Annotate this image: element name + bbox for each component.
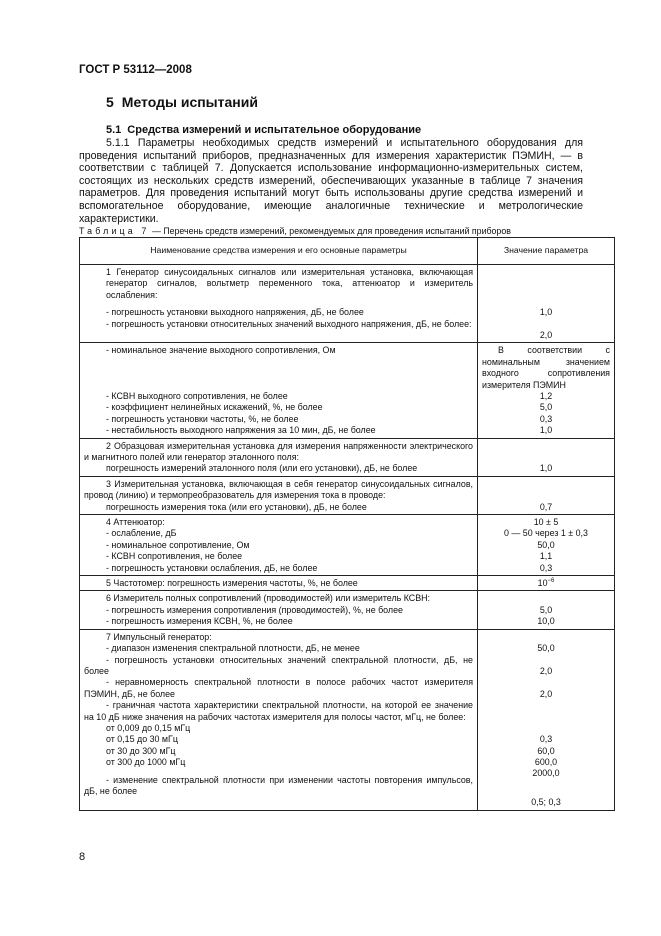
- param-line: - КСВН выходного сопротивления, не более: [106, 390, 288, 401]
- param-cell: [80, 265, 478, 343]
- param-line: погрешность измерения тока (или его установки), дБ, не более: [106, 501, 367, 512]
- value-cell: [478, 515, 615, 576]
- value-cell: [478, 343, 615, 438]
- value-line: 0,3: [539, 734, 553, 745]
- param-line: - погрешность измерения КСВН, %, не более: [106, 616, 293, 627]
- value-line: 2,0: [539, 665, 553, 676]
- param-line: - граничная частота характеристики спектральной плотности, на которой ее значение на 10 дБ ниже значения на рабочих частотах измерителя для полосы частот, мГц, не более:: [84, 700, 473, 722]
- value-base: 10: [537, 578, 548, 589]
- table-header-row: [80, 238, 615, 265]
- param-line: - погрешность установки ослабления, дБ, не более: [106, 562, 318, 573]
- freq-range: от 30 до 300 мГц: [106, 745, 176, 756]
- table-caption-text: — Перечень средств измерений, рекомендуемых для проведения испытаний приборов: [149, 226, 511, 236]
- param-line: - ослабление, дБ: [106, 528, 177, 539]
- item-title: 6 Измеритель полных сопротивлений (проводимостей) или измеритель КСВН:: [106, 593, 430, 604]
- column-header-name: Наименование средства измерения и его основные параметры: [80, 238, 478, 265]
- subsection-number: 5.1: [106, 124, 122, 136]
- param-line: - номинальное сопротивление, Ом: [106, 539, 250, 550]
- value-line: 2000,0: [532, 768, 560, 779]
- table-row: [80, 476, 615, 514]
- value-line: [482, 578, 610, 589]
- param-cell: [80, 515, 478, 576]
- value-line: 1,0: [539, 425, 553, 436]
- value-line: 5,0: [539, 402, 553, 413]
- table-caption: [79, 226, 511, 236]
- value-line: В соответствии с номинальным значением входного сопротивления измерителя ПЭМИН: [482, 345, 610, 390]
- value-cell: [478, 629, 615, 810]
- value-exponent: −6: [547, 578, 555, 585]
- freq-range: от 0,15 до 30 мГц: [106, 734, 178, 745]
- param-cell: [80, 476, 478, 514]
- section-heading: [106, 94, 258, 110]
- table-row: [80, 343, 615, 438]
- value-line: 10,0: [537, 616, 555, 627]
- param-line: - изменение спектральной плотности при изменении частоты повторения импульсов, дБ, не более: [84, 774, 473, 796]
- value-line: 0,5; 0,3: [531, 797, 561, 808]
- section-number: 5: [106, 94, 114, 110]
- value-line: 2,0: [539, 688, 553, 699]
- param-line: - нестабильность выходного напряжения за 10 мин, дБ, не более: [106, 425, 376, 436]
- table-row: [80, 629, 615, 810]
- table-row: [80, 515, 615, 576]
- value-line: 0 — 50 через 1 ± 0,3: [504, 528, 588, 539]
- value-line: 60,0: [537, 745, 555, 756]
- freq-range: от 0,009 до 0,15 мГц: [106, 722, 191, 733]
- item-title: 1 Генератор синусоидальных сигналов или измерительная установка, включающая генератор сигналов, вольтметр переменного тока, аттенюатор и измеритель ослабления:: [106, 267, 473, 300]
- param-line: - номинальное значение выходного сопротивления, Ом: [106, 345, 336, 356]
- item-title: 5 Частотомер: погрешность измерения частоты, %, не более: [106, 578, 358, 589]
- freq-range: от 300 до 1000 мГц: [106, 757, 186, 768]
- param-line: - КСВН сопротивления, не более: [106, 551, 243, 562]
- param-cell: [80, 629, 478, 810]
- value-line: 0,3: [539, 413, 553, 424]
- value-line: 0,7: [539, 501, 553, 512]
- param-line: - неравномерность спектральной плотности в полосе рабочих частот измерителя ПЭМИН, дБ, не более: [84, 677, 473, 699]
- value-line: 5,0: [539, 604, 553, 615]
- param-cell: [80, 591, 478, 629]
- param-line: - диапазон изменения спектральной плотности, дБ, не менее: [106, 643, 360, 654]
- value-line: 50,0: [537, 539, 555, 550]
- value-cell: [478, 591, 615, 629]
- table-row: [80, 591, 615, 629]
- value-line: 2,0: [539, 329, 553, 340]
- table-row: [80, 576, 615, 591]
- item-title: 3 Измерительная установка, включающая в себя генератор синусоидальных сигналов, провод (линию) и термопреобразователь для измерения тока в проводе:: [84, 478, 473, 501]
- instruments-table: [79, 237, 615, 811]
- item-title: 2 Образцовая измерительная установка для измерения напряженности электрического и магнитного полей или генератор эталонного поля:: [84, 440, 473, 462]
- body-paragraph: 5.1.1 Параметры необходимых средств измерений и испытательного оборудования для проведения испытаний приборов, предназначенных для измерения характеристик ПЭМИН, — в соответствии с таблицей 7. Допускается использование информационно-измерительных систем, состоящих из нескольких средств измерений, обеспечивающих указанные в таблице 7 значения параметров. Для проведения испытаний могут быть использованы другие средства измерений и вспомогательное оборудование, имеющие аналогичные технические и метрологические характеристики.: [79, 137, 583, 225]
- param-cell: [80, 438, 478, 476]
- column-header-value: Значение параметра: [478, 238, 615, 265]
- param-line: - погрешность установки частоты, %, не более: [106, 413, 299, 424]
- page-number: 8: [79, 851, 86, 863]
- param-line: - коэффициент нелинейных искажений, %, не более: [106, 402, 323, 413]
- value-line: 0,3: [539, 562, 553, 573]
- table-caption-label: Таблица 7: [79, 226, 150, 236]
- param-cell: [80, 343, 478, 438]
- value-line: 1,0: [539, 307, 553, 318]
- value-line: 600,0: [534, 757, 558, 768]
- document-header: ГОСТ Р 53112—2008: [79, 64, 192, 76]
- param-line: - погрешность измерения сопротивления (проводимостей), %, не более: [106, 604, 403, 615]
- param-line: - погрешность установки относительных значений спектральной плотности, дБ, не более: [84, 654, 473, 676]
- param-line: - погрешность установки выходного напряжения, дБ, не более: [106, 307, 364, 318]
- value-line: 1,1: [539, 551, 553, 562]
- param-line: - погрешность установки относительных значений выходного напряжения, дБ, не более:: [106, 318, 472, 329]
- section-title: Методы испытаний: [121, 94, 258, 110]
- value-line: 1,2: [539, 390, 553, 401]
- value-cell: [478, 265, 615, 343]
- item-title: 7 Импульсный генератор:: [106, 631, 212, 642]
- item-title: 4 Аттенюатор:: [106, 517, 165, 528]
- table-row: [80, 265, 615, 343]
- value-line: 50,0: [537, 643, 555, 654]
- subsection-title: Средства измерений и испытательное оборудование: [127, 124, 422, 136]
- value-cell: [478, 576, 615, 591]
- value-cell: [478, 438, 615, 476]
- value-line: 10 ± 5: [533, 517, 559, 528]
- value-cell: [478, 476, 615, 514]
- param-line: погрешность измерений эталонного поля (или его установки), дБ, не более: [106, 463, 418, 474]
- value-line: 1,0: [539, 463, 553, 474]
- param-cell: [80, 576, 478, 591]
- subsection-heading: [106, 124, 421, 136]
- table-row: [80, 438, 615, 476]
